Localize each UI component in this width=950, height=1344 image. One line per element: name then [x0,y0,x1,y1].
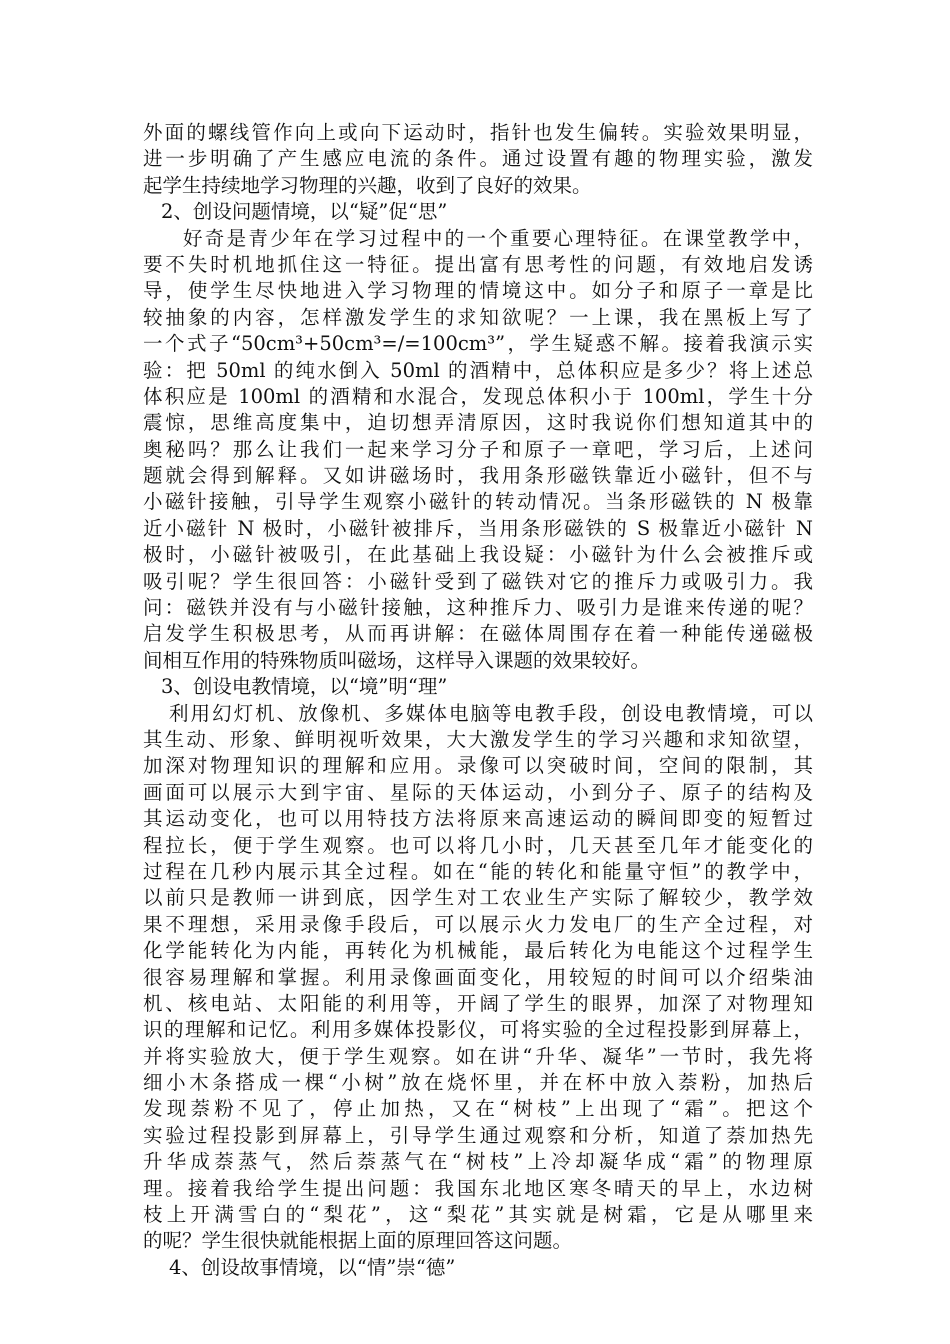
text-line: 间相互作用的特殊物质叫磁场，这样导入课题的效果较好。 [143,648,651,672]
text-line: 很容易理解和掌握。利用录像画面变化，用较短的时间可以介绍柴油 [143,965,813,989]
text-line: 题就会得到解释。又如讲磁场时，我用条形磁铁靠近小磁针，但不与 [143,464,813,488]
text-line: 起学生持续地学习物理的兴趣，收到了良好的效果。 [143,173,592,197]
text-line: 程拉长，便于学生观察。也可以将几小时，几天甚至几年才能变化的 [143,833,813,857]
text-line: 过程在几秒内展示其全过程。如在“能的转化和能量守恒”的教学中， [143,859,813,883]
text-line: 近小磁针 N 极时，小磁针被排斥，当用条形磁铁的 S 极靠近小磁针 N [143,516,813,540]
text-line: 一个式子“50cm³+50cm³=/=100cm³”，学生疑惑不解。接着我演示实 [143,332,813,356]
text-line: 3、创设电教情境，以“境”明“理” [161,675,448,699]
text-line: 枝上开满雪白的“梨花”，这“梨花”其实就是树霜，它是从哪里来 [143,1203,813,1227]
text-line: 2、创设问题情境，以“疑”促“思” [161,200,448,224]
text-line: 的呢？学生很快就能根据上面的原理回答这问题。 [143,1229,573,1253]
text-line: 较抽象的内容，怎样激发学生的求知欲呢？一上课，我在黑板上写了 [143,305,813,329]
text-line: 化学能转化为内能，再转化为机械能，最后转化为电能这个过程学生 [143,939,813,963]
text-line: 体积应是 100ml 的酒精和水混合，发现总体积小于 100ml，学生十分 [143,384,813,408]
document-body [143,120,813,1281]
text-line: 实验过程投影到屏幕上，引导学生通过观察和分析，知道了萘加热先 [143,1123,813,1147]
text-line: 好奇是青少年在学习过程中的一个重要心理特征。在课堂教学中， [183,226,813,250]
text-line: 其生动、形象、鲜明视听效果，大大激发学生的学习兴趣和求知欲望， [143,727,813,751]
text-line: 以前只是教师一讲到底，因学生对工农业生产实际了解较少，教学效 [143,886,813,910]
text-line: 利用幻灯机、放像机、多媒体电脑等电教手段，创设电教情境，可以 [169,701,813,725]
text-line: 外面的螺线管作向上或向下运动时，指针也发生偏转。实验效果明显， [143,121,813,144]
text-line: 震惊，思维高度集中，迫切想弄清原因，这时我说你们想知道其中的 [143,411,813,435]
text-line: 要不失时机地抓住这一特征。提出富有思考性的问题，有效地启发诱 [143,252,813,276]
text-line: 导，使学生尽快地进入学习物理的情境这中。如分子和原子一章是比 [143,279,813,303]
text-line: 理。接着我给学生提出问题：我国东北地区寒冬晴天的早上，水边树 [143,1176,813,1200]
text-line: 进一步明确了产生感应电流的条件。通过设置有趣的物理实验，激发 [143,147,813,171]
text-line: 启发学生积极思考，从而再讲解：在磁体周围存在着一种能传递磁极 [143,622,813,646]
text-line: 并将实验放大，便于学生观察。如在讲“升华、凝华”一节时，我先将 [143,1044,813,1068]
text-line: 极时，小磁针被吸引，在此基础上我设疑：小磁针为什么会被推斥或 [143,543,813,567]
text-line: 吸引呢？学生很回答：小磁针受到了磁铁对它的推斥力或吸引力。我 [143,569,813,593]
text-line: 小磁针接触，引导学生观察小磁针的转动情况。当条形磁铁的 N 极靠 [143,490,813,514]
text-line: 升华成萘蒸气，然后萘蒸气在“树枝”上冷却凝华成“霜”的物理原 [143,1150,813,1174]
text-line: 画面可以展示大到宇宙、星际的天体运动，小到分子、原子的结构及 [143,780,813,804]
text-line: 问：磁铁并没有与小磁针接触，这种推斥力、吸引力是谁来传递的呢？ [143,596,813,620]
text-line: 加深对物理知识的理解和应用。录像可以突破时间，空间的限制，其 [143,754,813,778]
text-line: 果不理想，采用录像手段后，可以展示火力发电厂的生产全过程，对 [143,912,813,936]
text-line: 识的理解和记忆。利用多媒体投影仪，可将实验的全过程投影到屏幕上， [143,1018,813,1042]
text-line: 发现萘粉不见了，停止加热，又在“树枝”上出现了“霜”。把这个 [143,1097,813,1121]
text-line: 奥秘吗？那么让我们一起来学习分子和原子一章吧，学习后，上述问 [143,437,813,461]
text-line: 机、核电站、太阳能的利用等，开阔了学生的眼界，加深了对物理知 [143,991,813,1015]
text-line: 4、创设故事情境，以“情”崇“德” [169,1255,456,1279]
text-line: 细小木条搭成一棵“小树”放在烧怀里，并在杯中放入萘粉，加热后 [143,1071,813,1095]
text-line: 其运动变化，也可以用特技方法将原来高速运动的瞬间即变的短暂过 [143,807,813,831]
text-line: 验：把 50ml 的纯水倒入 50ml 的酒精中，总体积应是多少？将上述总 [143,358,813,382]
